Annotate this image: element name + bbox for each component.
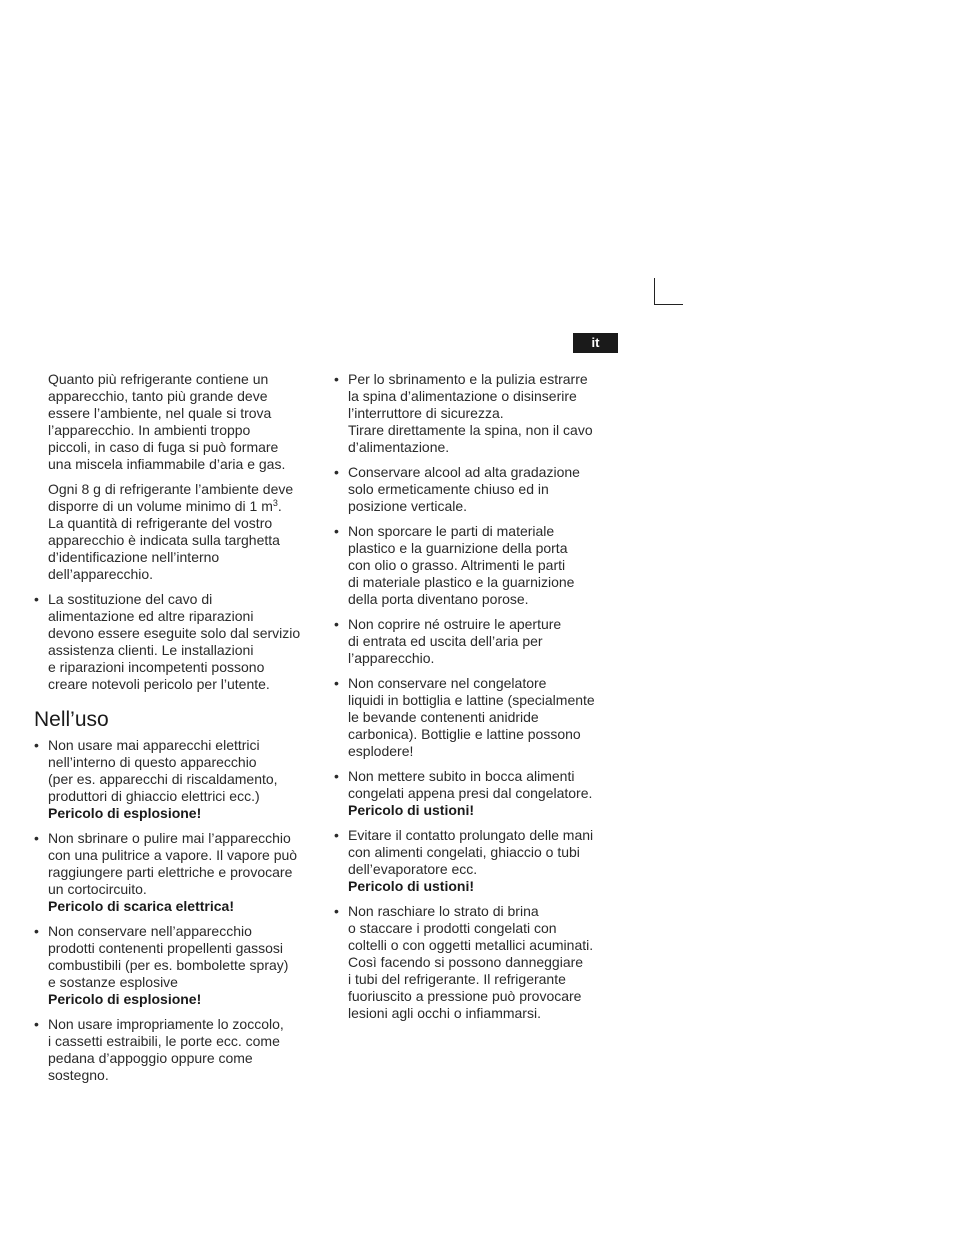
list-item [334, 464, 624, 515]
bullet-dot: • [334, 523, 339, 539]
bullet-dot: • [34, 1016, 39, 1032]
warning-text: Pericolo di ustioni! [348, 878, 475, 894]
bullet-dot: • [334, 616, 339, 632]
bullet-dot: • [34, 923, 39, 939]
list-item-text: Non mettere subito in bocca alimenti congelati appena presi dal congelatore. [348, 768, 593, 801]
right-column [334, 371, 624, 1030]
list-item-text: Non conservare nel congelatore liquidi in bottiglia e lattine (specialmente le bevande contenenti anidride carbonica). Bottiglie e lattine possono esplodere! [348, 675, 595, 759]
bullet-dot: • [34, 591, 39, 607]
left-column [34, 371, 324, 1092]
bullet-dot: • [334, 464, 339, 480]
bullet-dot: • [334, 827, 339, 843]
room-volume-paragraph [34, 481, 324, 583]
list-item-text: Non usare impropriamente lo zoccolo, i cassetti estraibili, le porte ecc. come pedana d’appoggio oppure come sostegno. [48, 1016, 284, 1083]
service-replacement-text: La sostituzione del cavo di alimentazione ed altre riparazioni devono essere eseguite solo dal servizio assistenza clienti. Le installazioni e riparazioni incompetenti possono creare notevoli pericolo per l’utente. [48, 591, 301, 692]
list-item-text: Non sbrinare o pulire mai l’apparecchio con una pulitrice a vapore. Il vapore può raggiungere parti elettriche e provocare un cortocircuito. [48, 830, 298, 897]
warning-text: Pericolo di scarica elettrica! [48, 898, 234, 914]
list-item-text: Conservare alcool ad alta gradazione solo ermeticamente chiuso ed in posizione verticale. [348, 464, 580, 514]
list-item [334, 768, 624, 819]
bullet-dot: • [334, 768, 339, 784]
list-item-text: Non sporcare le parti di materiale plastico e la guarnizione della porta con olio o grasso. Altrimenti le parti di materiale plastico e la guarnizione della porta diventano porose. [348, 523, 575, 607]
list-item-text: Non conservare nell’apparecchio prodotti contenenti propellenti gassosi combustibili (per es. bombolette spray) e sostanze esplosive [48, 923, 289, 990]
list-item [334, 903, 624, 1022]
list-item [34, 1016, 324, 1084]
list-item-text: Non raschiare lo strato di brina o staccare i prodotti congelati con coltelli o con oggetti metallici acuminati. Così facendo si possono danneggiare i tubi del refrigerante. Il refrigerante fuoriuscito a pressione può provocare lesioni agli occhi o infiammarsi. [348, 903, 594, 1021]
list-item [334, 827, 624, 895]
section-heading-in-use: Nell’uso [34, 708, 109, 731]
list-item-text: Per lo sbrinamento e la pulizia estrarre la spina d’alimentazione o disinserire l’interruttore di sicurezza. Tirare direttamente la spina, non il cavo d’alimentazione. [348, 371, 593, 455]
crop-corner-mark [654, 278, 683, 305]
list-item [334, 616, 624, 667]
list-item [34, 830, 324, 915]
bullet-dot: • [334, 371, 339, 387]
list-item [334, 371, 624, 456]
language-tab: it [573, 333, 618, 353]
room-volume-text-1: Ogni 8 g di refrigerante l’ambiente deve disporre di un volume minimo di 1 m [48, 481, 294, 514]
cubic-superscript: 3 [272, 498, 278, 508]
bullet-dot: • [34, 830, 39, 846]
warning-text: Pericolo di esplosione! [48, 991, 202, 1007]
bullet-dot: • [334, 903, 339, 919]
list-item [34, 737, 324, 822]
list-item-text: Non coprire né ostruire le aperture di entrata ed uscita dell’aria per l’apparecchio. [348, 616, 562, 666]
refrigerant-quantity-paragraph: Quanto più refrigerante contiene un apparecchio, tanto più grande deve essere l’ambiente, nel quale si trova l’apparecchio. In ambienti troppo piccoli, in caso di fuga si può formare una miscela infiammabile d’aria e gas. [48, 371, 286, 472]
room-volume-text-2: . La quantità di refrigerante del vostro apparecchio è indicata sulla targhetta d’identificazione nell’interno dell’apparecchio. [48, 498, 282, 582]
warning-text: Pericolo di esplosione! [48, 805, 202, 821]
bullet-dot: • [334, 675, 339, 691]
list-item-text: Evitare il contatto prolungato delle mani con alimenti congelati, ghiaccio o tubi dell’evaporatore ecc. [348, 827, 594, 877]
list-item [34, 923, 324, 1008]
list-item [334, 523, 624, 608]
warning-text: Pericolo di ustioni! [348, 802, 475, 818]
bullet-dot: • [34, 737, 39, 753]
list-item-text: Non usare mai apparecchi elettrici nell’interno di questo apparecchio (per es. apparecchi di riscaldamento, produttori di ghiaccio elettrici ecc.) [48, 737, 278, 804]
list-item [334, 675, 624, 760]
list-item [34, 591, 324, 693]
